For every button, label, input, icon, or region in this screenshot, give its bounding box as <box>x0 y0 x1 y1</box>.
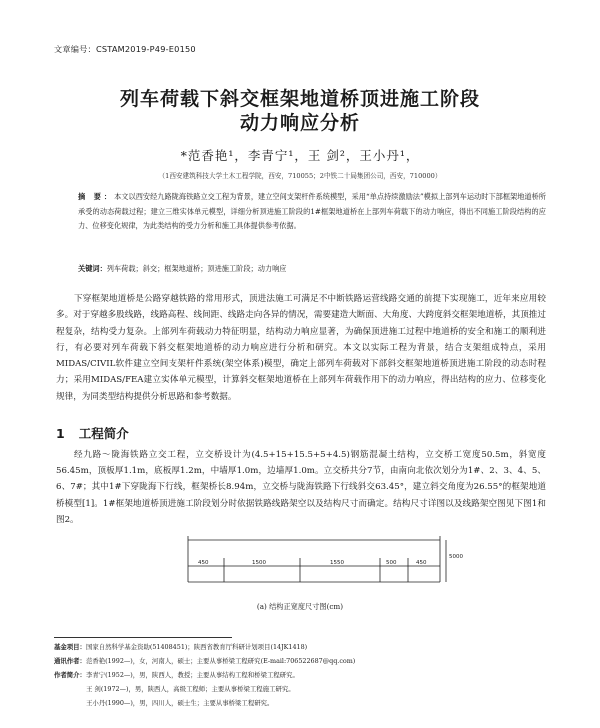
dim-label: 1550 <box>330 560 344 566</box>
dim-label: 450 <box>198 560 209 566</box>
abstract-text: 本文以西安经九路陇海铁路立交工程为背景，建立空间支架杆件系统模型，采用“单点持续激励法”模拟上部列车运动时下部框架地道桥所承受的动态荷载过程；建立三维实体单元模型，详细分析顶进施工阶段的1#框架地道桥在上部列车荷载下的动力响应，得出不同施工阶段结构的应力、位移变化规律，为此类结构的受力分析和施工具体提供参考依据。 <box>78 192 546 231</box>
section-heading <box>56 424 143 442</box>
paper-title-line2: 动力响应分析 <box>239 112 360 134</box>
paper-title-line1: 列车荷载下斜交框架地道桥顶进施工阶段 <box>119 88 480 110</box>
doc-number: 文章编号：CSTAM2019-P49-E0150 <box>54 44 196 54</box>
side-label: 5000 <box>449 554 463 560</box>
keywords-text: 列车荷载；斜交；框架地道桥；顶进施工阶段；动力响应 <box>106 264 287 273</box>
affiliation: （1西安建筑科技大学土木工程学院，西安，710055；2中铁二十局集团公司，西安，710000） <box>158 172 442 180</box>
footnote-funding: 基金项目：国家自然科学基金资助(51408451)；陕西省教育厅科研计划项目(14JK1418) <box>54 643 308 651</box>
footnote-divider <box>54 637 232 638</box>
dim-label: 500 <box>386 560 397 566</box>
footnote-author-bio: 作者简介：李青宁(1952—)，男，陕西人，教授；主要从事结构工程和桥梁工程研究。 <box>54 671 299 679</box>
figure-caption: (a) 结构正宽度尺寸图(cm) <box>256 602 344 611</box>
structure-width-figure <box>140 522 470 602</box>
author-list: *范香艳¹，李青宁¹，王 剑²，王小丹¹， <box>180 148 420 163</box>
dim-label: 1500 <box>252 560 266 566</box>
keywords <box>78 264 546 274</box>
keywords-label: 关键词： <box>78 264 107 273</box>
section-body <box>56 447 546 528</box>
section-text: 经九路～陇海铁路立交工程，立交桥设计为(4.5+15+15.5+5+4.5)钢筋混凝土结构，立交桥工宽度50.5m，斜宽度56.45m，顶板厚1.1m，底板厚1.2m，中墙厚1.0m，边墙厚1.0m。立交桥共分7节，由南向北依次划分为1#、2、3、4、5、6、7#；其中1#下穿陇海下行线，框架桥长8.94m，立交桥与陇海铁路下行线斜交63.45°，建立斜交角度为26.55°的框架地道桥模型[1]。1#框架地道桥顶进施工阶段划分时依据铁路线路架空以及结构尺寸而确定。结构尺寸详图以及线路架空图见下图1和图2。 <box>56 450 546 525</box>
footnote-corresponding: 通讯作者：范香艳(1992—)，女，河南人，硕士；主要从事桥梁工程研究(E-mail:706522687@qq.com) <box>54 657 356 665</box>
dim-label: 450 <box>416 560 427 566</box>
abstract <box>78 190 546 234</box>
section-title: 工程简介 <box>78 426 129 441</box>
abstract-label: 摘 要： <box>78 192 115 201</box>
footnote-author-bio-3: 王小丹(1990—)，男，四川人，硕士生；主要从事桥梁工程研究。 <box>86 699 274 707</box>
intro-text: 下穿框架地道桥是公路穿越铁路的常用形式，顶进法施工可满足不中断铁路运营线路交通的前提下实现施工，近年来应用较多。对于穿越多股线路，线路高程、线间距、线路走向各异的情况，需要建造大断面、大角度、大跨度斜交框架地道桥，其顶推过程复杂，结构受力复杂。上部列车荷载动力特征明显，结构动力响应显著，为确保顶进施工过程中地道桥的安全和施工的顺利进行，有必要对列车荷载下斜交框架地道桥的动力响应进行分析和研究。本文以实际工程为背景，结合支架组成特点，采用MIDAS/CIVIL软件建立空间支架杆件系统(架空体系)模型，确定上部列车荷载对下部斜交框架地道桥顶进施工阶段的动态时程力；采用MIDAS/FEA建立实体单元模型，计算斜交框架地道桥在上部列车荷载作用下的动力响应，得出结构的应力、位移变化规律，为同类型结构提供分析思路和参考数据。 <box>56 294 546 402</box>
section-number: 1 <box>56 426 65 441</box>
footnote-author-bio-2: 王 剑(1972—)，男，陕西人，高级工程师；主要从事桥梁工程施工研究。 <box>86 685 295 693</box>
intro-paragraph <box>56 291 546 405</box>
